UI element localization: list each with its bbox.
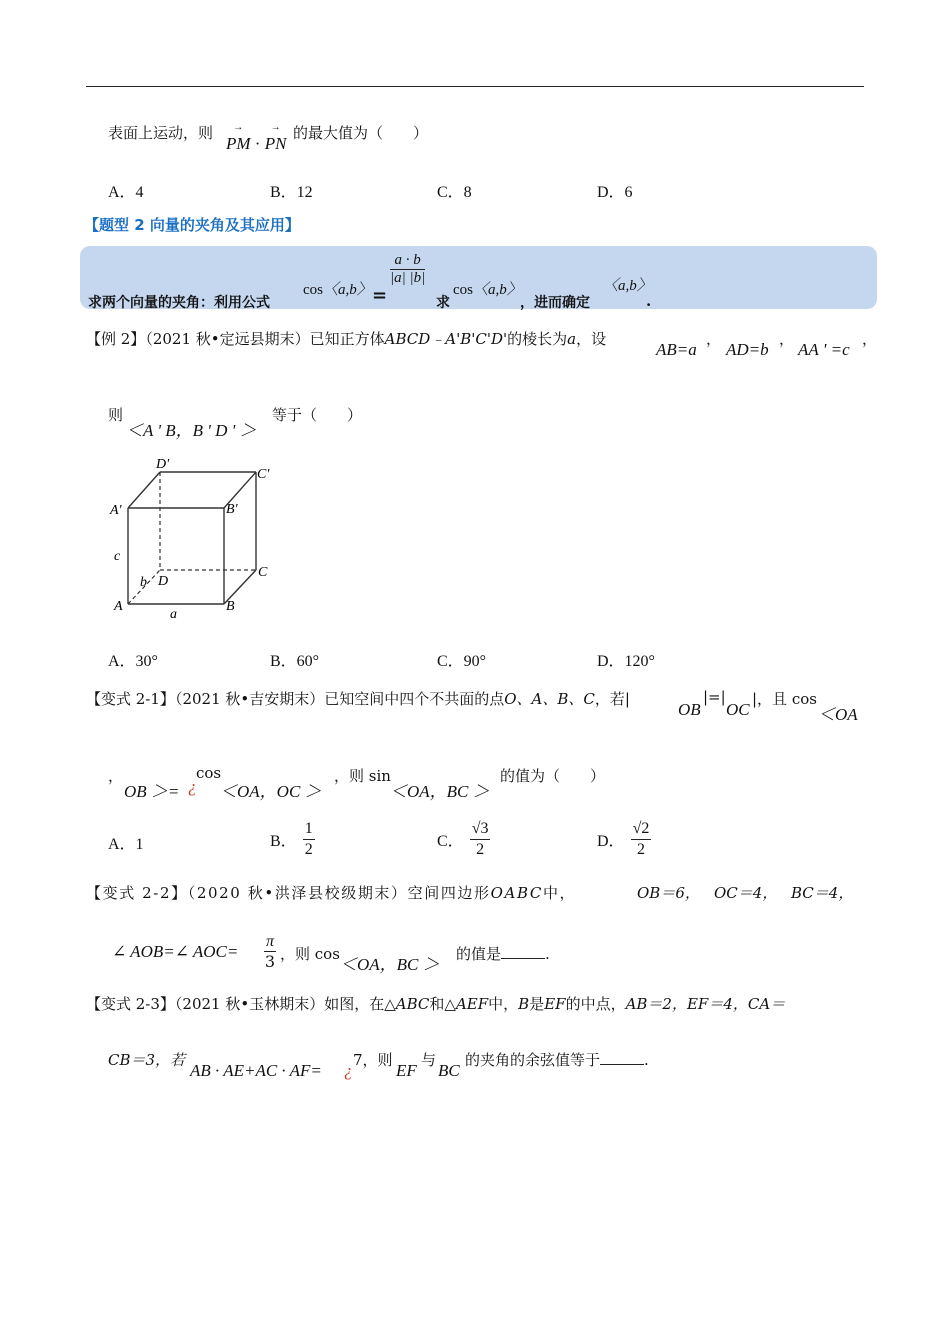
label-b-edge: b bbox=[140, 575, 147, 590]
label-a: A bbox=[114, 599, 123, 614]
v21-text: （2021 秋•吉安期末）已知空间中四个不共面的点 bbox=[174, 690, 505, 708]
vec-pm: → PM bbox=[226, 134, 251, 154]
q1-vector-expr bbox=[226, 134, 286, 154]
ex2-comma1: ， bbox=[706, 330, 722, 348]
v23-abc: ABC bbox=[395, 995, 430, 1013]
vec-pn: → PN bbox=[265, 134, 287, 154]
ex2-option-b[interactable]: B．60° bbox=[270, 653, 320, 670]
frac-den: 2 bbox=[476, 841, 485, 858]
v21-line2-ob: OB ＞= bbox=[124, 782, 180, 801]
q1-option-c[interactable]: C．8 bbox=[437, 184, 472, 201]
v23-text-a: 【变式 2-3】（2021 秋•玉林期末）如图，在△ bbox=[86, 995, 396, 1013]
frac-den: 2 bbox=[304, 841, 313, 858]
v21-option-c[interactable] bbox=[437, 819, 490, 860]
v23-vec-bc: BC bbox=[438, 1061, 460, 1080]
frac-sqrt3-2 bbox=[470, 819, 491, 860]
v21-line2-end: 的值为（ ） bbox=[500, 767, 606, 785]
v23-mid: 中， bbox=[488, 995, 519, 1013]
v21-line2-cos: cos bbox=[196, 764, 222, 782]
banner-text-2: 求 bbox=[436, 295, 450, 311]
v21-line2-a: ， bbox=[108, 767, 124, 785]
banner-text-3: ，进而确定 bbox=[520, 295, 590, 311]
v23-end bbox=[465, 1049, 649, 1070]
frac-num: √3 bbox=[470, 819, 491, 840]
v21-label: 【变式 2-1】 bbox=[86, 690, 175, 708]
label-b: B bbox=[226, 599, 235, 614]
pi-num: π bbox=[266, 933, 275, 950]
v21-option-d-label: D． bbox=[597, 833, 625, 850]
v21-points: O、A、B、C bbox=[504, 690, 595, 708]
ex2-eq2: AD=b bbox=[726, 340, 769, 359]
banner-cos-2 bbox=[453, 278, 522, 299]
label-ap: A' bbox=[110, 503, 122, 518]
v22-line2-end bbox=[456, 943, 550, 964]
dot-op: · bbox=[254, 134, 261, 153]
v22-shape: OABC bbox=[490, 884, 543, 902]
ex2-option-a[interactable]: A．30° bbox=[108, 653, 158, 670]
v22-end-text: 的值是 bbox=[456, 945, 502, 963]
label-c: C bbox=[258, 565, 268, 580]
ex2-eq3: AA ' =c bbox=[798, 340, 850, 359]
v21-option-d[interactable] bbox=[597, 819, 651, 860]
v23-b: B bbox=[518, 995, 530, 1013]
v23-and: 和△ bbox=[429, 995, 456, 1013]
frac-den: 2 bbox=[636, 841, 645, 858]
v21-oc: OC bbox=[726, 700, 750, 719]
frac-den: |a| |b| bbox=[390, 270, 426, 286]
ex2-text-set: ，设 bbox=[576, 330, 607, 348]
v23-q: ¿ bbox=[344, 1061, 353, 1080]
banner-eq: = bbox=[372, 285, 388, 306]
v21-option-a[interactable]: A．1 bbox=[108, 836, 144, 853]
frac-num: √2 bbox=[631, 819, 652, 840]
q1-option-d[interactable]: D．6 bbox=[597, 184, 633, 201]
header-rule bbox=[86, 86, 864, 87]
v21-mid: |=| bbox=[703, 688, 726, 706]
v22-line1-text: 【变式 2-2】（2020 秋•洪泽县校级期末）空间四边形 bbox=[86, 884, 491, 902]
v23-ef4: EF＝4， bbox=[686, 995, 748, 1013]
ex2-option-c[interactable]: C．90° bbox=[437, 653, 487, 670]
ex2-comma3: ， bbox=[862, 330, 878, 348]
ex2-option-d[interactable]: D．120° bbox=[597, 653, 655, 670]
period-2: . bbox=[644, 1051, 649, 1069]
v21-text2: ，若| bbox=[594, 690, 630, 708]
v23-midpt: 的中点， bbox=[565, 995, 626, 1013]
label-c-edge: c bbox=[114, 549, 121, 564]
v21-line1 bbox=[86, 688, 630, 709]
v22-pi-frac bbox=[264, 933, 276, 971]
ex2-line2-suffix: 等于（ ） bbox=[272, 406, 363, 424]
q1-option-b[interactable]: B．12 bbox=[270, 184, 313, 201]
answer-blank[interactable] bbox=[501, 946, 545, 959]
angle-ab: 〈a,b〉 bbox=[323, 282, 372, 298]
v23-seven: 7，则 bbox=[353, 1051, 393, 1069]
v21-line2-q: ¿ bbox=[188, 777, 197, 796]
frac-num: a · b bbox=[390, 252, 425, 270]
v23-ef: EF bbox=[544, 995, 566, 1013]
v21-option-b-label: B． bbox=[270, 833, 297, 850]
v23-end-text: 的夹角的余弦值等于 bbox=[465, 1051, 601, 1069]
v22-line2-ang: ＜OA，BC ＞ bbox=[340, 955, 440, 974]
v22-zh: 中， bbox=[542, 884, 577, 902]
banner-fraction bbox=[390, 252, 425, 287]
label-cp: C' bbox=[257, 467, 270, 482]
edge-ap-dp bbox=[128, 472, 160, 508]
v23-ab2: AB＝2， bbox=[625, 995, 687, 1013]
v22-line1 bbox=[86, 882, 576, 903]
label-dp: D' bbox=[156, 457, 170, 472]
banner-text-1: 求两个向量的夹角：利用公式 bbox=[88, 295, 270, 311]
v23-line1 bbox=[86, 993, 785, 1014]
period: . bbox=[545, 945, 550, 963]
ex2-comma2: ， bbox=[779, 330, 795, 348]
ex2-line2-math: ＜A ' B，B ' D ' ＞ bbox=[126, 421, 257, 440]
banner-angle-3: 〈a,b〉 bbox=[603, 278, 652, 294]
v21-oa-open: ＜OA bbox=[818, 705, 858, 724]
ex2-a: a bbox=[567, 330, 577, 348]
frac-1-2 bbox=[303, 819, 315, 860]
v23-expr: AB · AE+AC · AF= bbox=[190, 1061, 322, 1080]
ex2-source: （2021 秋•定远县期末）已知正方体 bbox=[145, 330, 385, 348]
banner-cos-1 bbox=[303, 278, 372, 299]
q1-stem-prefix: 表面上运动，则 bbox=[108, 124, 214, 142]
v23-ca: CA＝ bbox=[747, 995, 786, 1013]
v22-ob: OB＝6， bbox=[637, 884, 700, 902]
cos-text-2: cos bbox=[453, 282, 473, 298]
ex2-label: 【例 2】 bbox=[86, 330, 146, 348]
v22-oc: OC＝4， bbox=[714, 884, 778, 902]
ex2-line2-prefix: 则 bbox=[108, 406, 124, 424]
pi-den: 3 bbox=[264, 952, 276, 971]
frac-num: 1 bbox=[303, 819, 315, 840]
v22-line2-a: ∠ AOB=∠ AOC= bbox=[112, 942, 239, 961]
ex2-line1 bbox=[86, 328, 606, 349]
v21-line2-then: ，则 sin bbox=[334, 767, 391, 785]
v21-ob: OB bbox=[678, 700, 701, 719]
v23-is: 是 bbox=[529, 995, 545, 1013]
v21-line2-ang2: ＜OA，BC ＞ bbox=[390, 782, 490, 801]
v22-bc: BC＝4， bbox=[791, 884, 854, 902]
v23-vec-ef: EF bbox=[396, 1061, 417, 1080]
label-bp: B' bbox=[226, 502, 238, 517]
cos-text: cos bbox=[303, 282, 323, 298]
type2-heading: 【题型 2 向量的夹角及其应用】 bbox=[84, 216, 300, 234]
frac-sqrt2-2 bbox=[631, 819, 652, 860]
v21-line2-ang: ＜OA，OC ＞ bbox=[220, 782, 322, 801]
answer-blank-2[interactable] bbox=[600, 1052, 644, 1065]
v23-aef: AEF bbox=[455, 995, 489, 1013]
ex2-eq1: AB=a bbox=[656, 340, 697, 359]
v21-option-c-label: C． bbox=[437, 833, 464, 850]
q1-stem-suffix: 的最大值为（ ） bbox=[293, 124, 429, 142]
v23-yu: 与 bbox=[421, 1051, 437, 1069]
v23-line2-a: CB＝3，若 bbox=[108, 1051, 186, 1069]
cube-figure bbox=[106, 450, 286, 625]
banner-end: . bbox=[646, 292, 652, 310]
angle-ab-2: 〈a,b〉 bbox=[473, 282, 522, 298]
ex2-shape: ABCD﹣A'B'C'D' bbox=[384, 330, 508, 348]
v22-line2-b: ，则 cos bbox=[280, 945, 340, 963]
label-d: D bbox=[158, 574, 169, 589]
q1-stem bbox=[108, 122, 213, 143]
label-a-edge: a bbox=[170, 607, 177, 622]
v21-text3: |，且 cos bbox=[752, 690, 817, 708]
q1-option-a[interactable]: A．4 bbox=[108, 184, 144, 201]
ex2-text-mid: 的棱长为 bbox=[507, 330, 568, 348]
v21-option-b[interactable] bbox=[270, 819, 315, 860]
